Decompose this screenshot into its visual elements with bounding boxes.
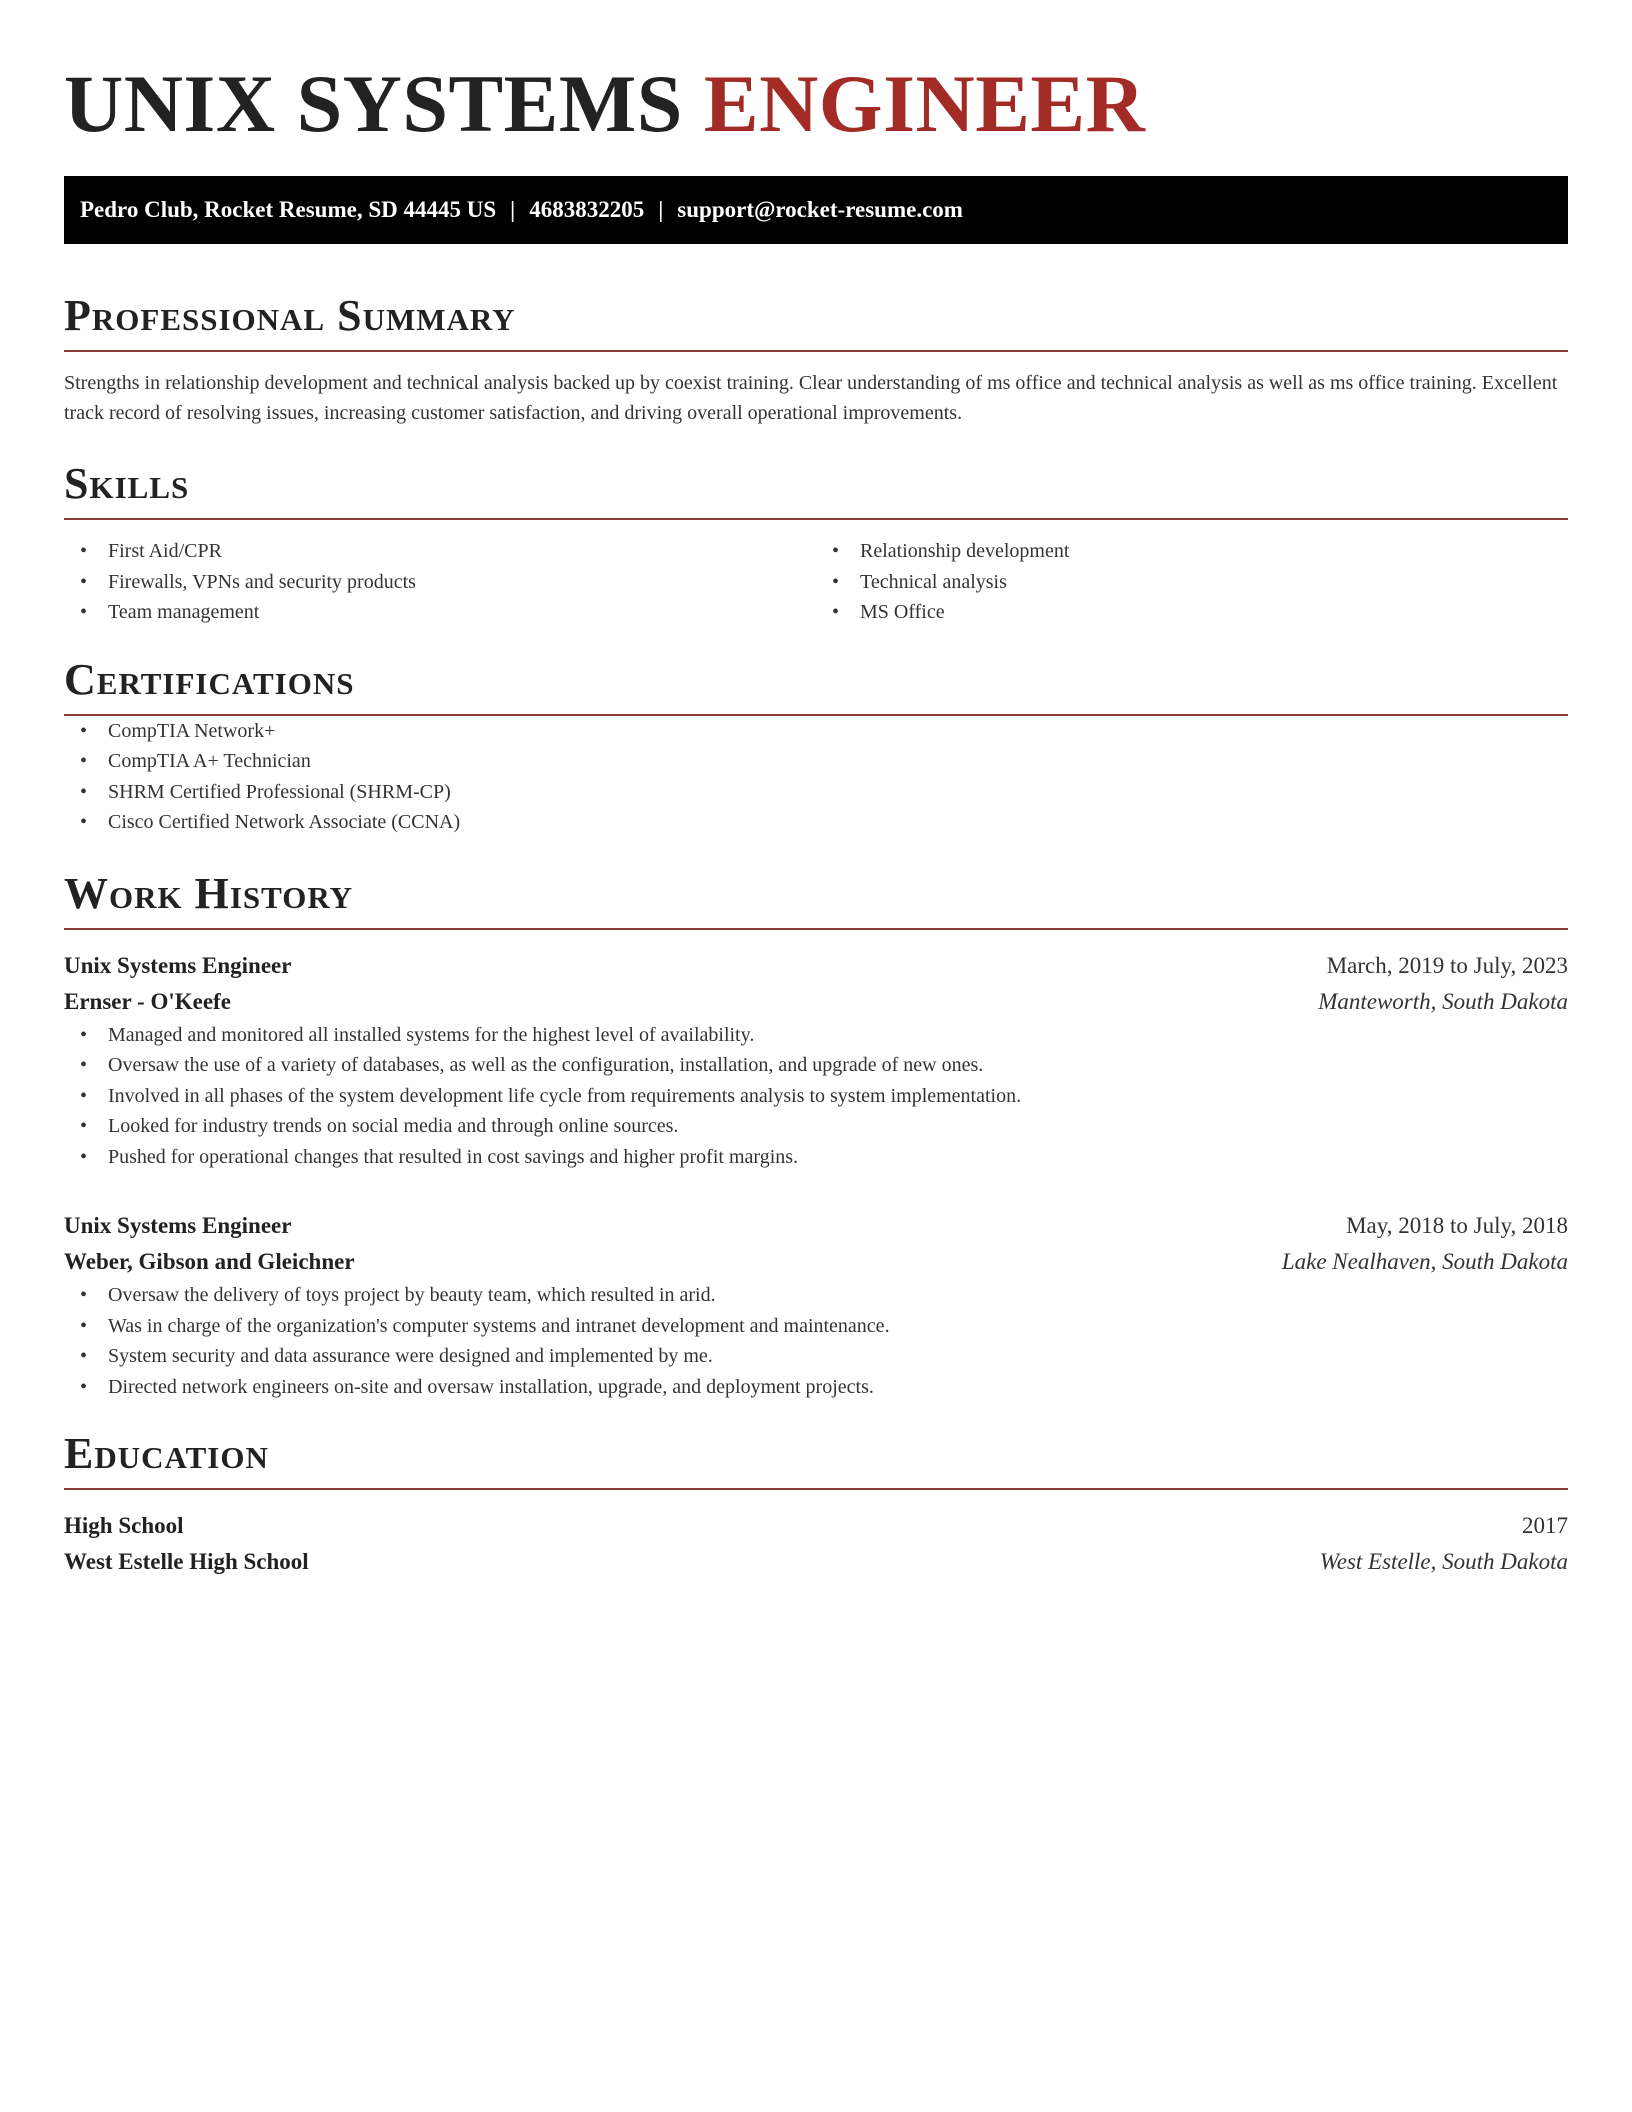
job-company: Ernser - O'Keefe <box>64 988 231 1014</box>
list-item: • System security and data assurance were designed and implemented by me. <box>64 1341 1568 1372</box>
list-item: • CompTIA A+ Technician <box>64 746 1568 777</box>
job-location: Lake Nealhaven, South Dakota <box>1281 1249 1568 1274</box>
job-dates: May, 2018 to July, 2018 <box>1346 1213 1568 1238</box>
skills-section <box>64 456 1568 628</box>
summary-heading: Professional Summary <box>64 291 516 340</box>
list-item: • Directed network engineers on-site and oversaw installation, upgrade, and deployment projects. <box>64 1372 1568 1403</box>
contact-separator: | <box>658 197 664 222</box>
list-item: • First Aid/CPR <box>64 536 816 567</box>
contact-phone: 4683832205 <box>529 197 645 222</box>
section-divider <box>64 1488 1568 1490</box>
job-entry <box>64 948 1568 1173</box>
list-item: • Firewalls, VPNs and security products <box>64 567 816 598</box>
education-school-row <box>64 1544 1568 1580</box>
job-title-row <box>64 1208 1568 1244</box>
job-dates: March, 2019 to July, 2023 <box>1326 952 1568 978</box>
education-location: West Estelle, South Dakota <box>1319 1549 1568 1574</box>
skills-heading: Skills <box>64 459 190 508</box>
list-item: • Was in charge of the organization's computer systems and intranet development and maintenance. <box>64 1311 1568 1342</box>
education-degree: High School <box>64 1513 184 1538</box>
job-company: Weber, Gibson and Gleichner <box>64 1249 355 1274</box>
title-main: UNIX SYSTEMS <box>64 58 683 149</box>
education-degree-row <box>64 1508 1568 1544</box>
contact-email: support@rocket-resume.com <box>677 197 963 222</box>
job-company-row <box>64 1244 1568 1280</box>
job-location: Manteworth, South Dakota <box>1318 988 1568 1014</box>
job-bullets <box>64 1020 1568 1173</box>
list-item: • Involved in all phases of the system development life cycle from requirements analysis to system implementation. <box>64 1081 1568 1112</box>
summary-text: Strengths in relationship development and technical analysis backed up by coexist training. Clear understanding of ms office and technical analysis as well as ms office training. Excellent track record of resolving issues, increasing customer satisfaction, and driving overall operational improvements. <box>64 372 1558 424</box>
education-heading: Education <box>64 1429 269 1478</box>
skills-list-left <box>64 536 816 628</box>
title-accent: ENGINEER <box>703 58 1146 149</box>
skills-list-right <box>816 536 1568 628</box>
education-section <box>64 1426 1568 1580</box>
list-item: • Team management <box>64 597 816 628</box>
job-entry <box>64 1208 1568 1402</box>
list-item: • Oversaw the delivery of toys project by beauty team, which resulted in arid. <box>64 1280 1568 1311</box>
list-item: • SHRM Certified Professional (SHRM-CP) <box>64 777 1568 808</box>
education-year: 2017 <box>1522 1513 1568 1538</box>
job-bullets <box>64 1280 1568 1402</box>
summary-section <box>64 288 1568 428</box>
job-title-row <box>64 948 1568 984</box>
list-item: • Oversaw the use of a variety of databases, as well as the configuration, installation, and upgrade of new ones. <box>64 1050 1568 1081</box>
list-item: • Managed and monitored all installed systems for the highest level of availability. <box>64 1020 1568 1051</box>
list-item: • Technical analysis <box>816 567 1568 598</box>
job-title: Unix Systems Engineer <box>64 1213 292 1238</box>
list-item: • MS Office <box>816 597 1568 628</box>
certifications-section <box>64 652 1568 838</box>
contact-address: Pedro Club, Rocket Resume, SD 44445 US <box>80 197 497 222</box>
job-title: Unix Systems Engineer <box>64 952 292 978</box>
section-divider <box>64 518 1568 520</box>
certifications-list <box>64 716 1568 838</box>
work-history-section <box>64 866 1568 1403</box>
job-company-row <box>64 984 1568 1020</box>
contact-bar <box>64 176 1568 244</box>
education-entry <box>64 1508 1568 1580</box>
resume-title <box>64 56 1568 152</box>
certifications-heading: Certifications <box>64 654 355 704</box>
skills-grid <box>64 536 1568 628</box>
section-divider <box>64 928 1568 930</box>
contact-separator: | <box>510 197 516 222</box>
list-item: • Relationship development <box>816 536 1568 567</box>
list-item: • Pushed for operational changes that resulted in cost savings and higher profit margins. <box>64 1142 1568 1173</box>
section-divider <box>64 350 1568 352</box>
work-history-heading: Work History <box>64 868 354 918</box>
education-school: West Estelle High School <box>64 1549 309 1574</box>
list-item: • CompTIA Network+ <box>64 716 1568 747</box>
list-item: • Cisco Certified Network Associate (CCNA) <box>64 807 1568 838</box>
list-item: • Looked for industry trends on social media and through online sources. <box>64 1111 1568 1142</box>
